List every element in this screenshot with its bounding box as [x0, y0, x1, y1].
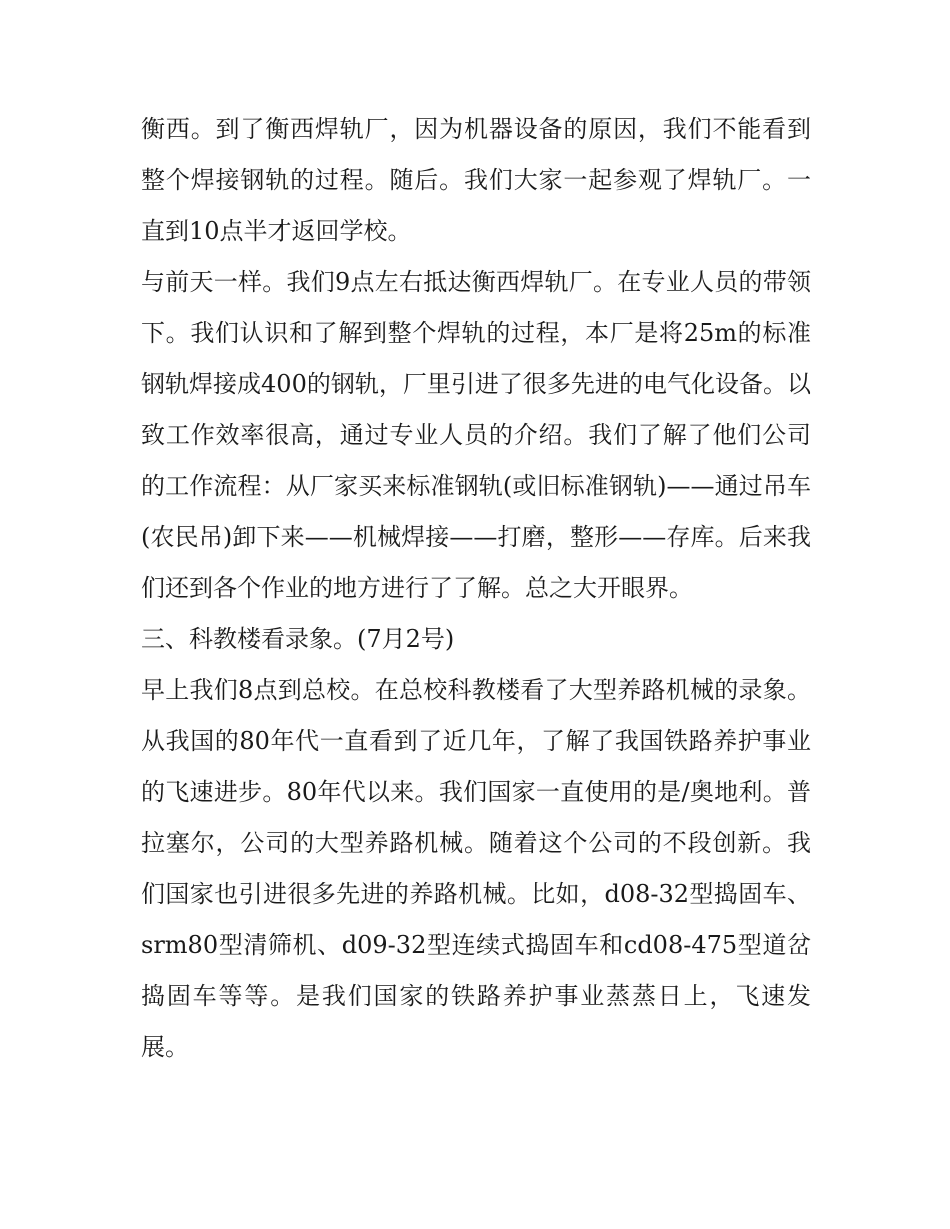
paragraph-maintenance-machinery: 早上我们8点到总校。在总校科教楼看了大型养路机械的录象。从我国的80年代一直看到了近几年，了解了我国铁路养护事业的飞速进步。80年代以来。我们国家一直使用的是/奥地利。普拉塞尔，公司的大型养路机械。随着这个公司的不段创新。我们国家也引进很多先进的养路机械。比如，d08-32型捣固车、srm80型清筛机、d09-32型连续式捣固车和cd08-475型道岔捣固车等等。是我们国家的铁路养护事业蒸蒸日上，飞速发展。 [141, 676, 811, 1061]
paragraph-hengxi-visit: 衡西。到了衡西焊轨厂，因为机器设备的原因，我们不能看到整个焊接钢轨的过程。随后。我们大家一起参观了焊轨厂。一直到10点半才返回学校。 [141, 115, 811, 245]
section-heading-video: 三、科教楼看录象。(7月2号) [141, 625, 455, 653]
document-page [141, 104, 811, 1073]
paragraph-welding-process: 与前天一样。我们9点左右抵达衡西焊轨厂。在专业人员的带领下。我们认识和了解到整个焊轨的过程，本厂是将25m的标准钢轨焊接成400的钢轨，厂里引进了很多先进的电气化设备。以致工作效率很高，通过专业人员的介绍。我们了解了他们公司的工作流程：从厂家买来标准钢轨(或旧标准钢轨)——通过吊车(农民吊)卸下来——机械焊接——打磨，整形——存库。后来我们还到各个作业的地方进行了了解。总之大开眼界。 [141, 268, 811, 602]
